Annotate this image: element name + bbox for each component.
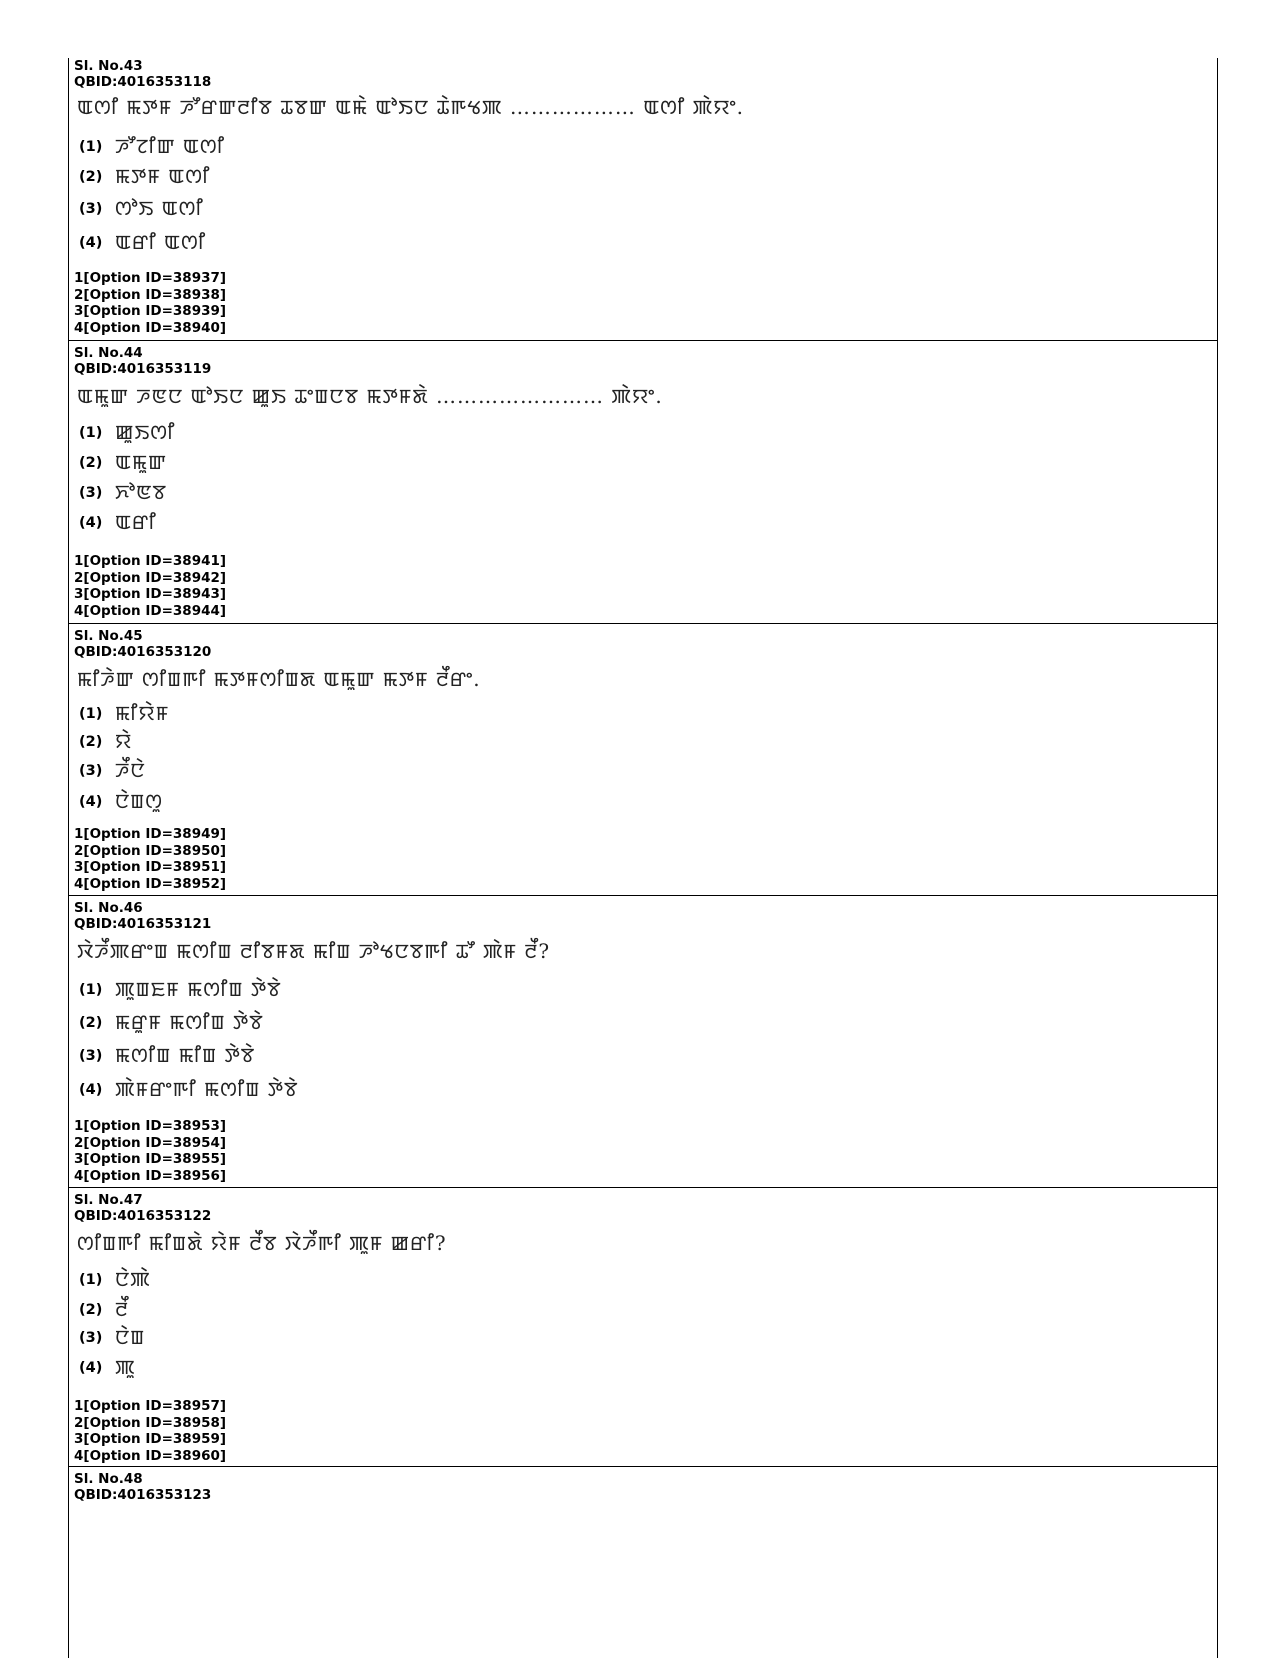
- qbid: QBID:4016353118: [74, 74, 212, 90]
- option-text: ꯑꯃꯨꯛ: [115, 450, 167, 474]
- option-1: (1) ꯃꯤꯌꯥꯝ: [79, 701, 170, 725]
- question-block: [69, 624, 1217, 896]
- option-id: 4[Option ID=38960]: [74, 1447, 227, 1464]
- option-2: (2) ꯃꯔꯨꯝ ꯃꯁꯤꯡ ꯇꯥꯕꯥ: [79, 1010, 264, 1034]
- option-4: (4) ꯅꯥꯡꯁꯨ: [79, 789, 164, 813]
- qbid: QBID:4016353122: [74, 1208, 212, 1224]
- option-text: ꯂꯩ: [115, 1297, 129, 1321]
- serial-number: Sl. No.43: [74, 58, 143, 74]
- option-id: 2[Option ID=38958]: [74, 1414, 227, 1431]
- option-4: (4) ꯑꯔꯤ ꯑꯁꯤ: [79, 230, 207, 254]
- option-id: 4[Option ID=38940]: [74, 319, 227, 336]
- option-id: 1[Option ID=38957]: [74, 1398, 227, 1414]
- option-id: 2[Option ID=38942]: [74, 569, 227, 586]
- option-1: (1) ꯅꯥꯄꯥ: [79, 1267, 151, 1291]
- option-id: 2[Option ID=38954]: [74, 1134, 227, 1151]
- serial-number: Sl. No.44: [74, 345, 143, 361]
- option-3: (3) ꯁꯣꯏ ꯑꯁꯤ: [79, 196, 204, 220]
- option-4: (4) ꯄꯨ: [79, 1355, 136, 1379]
- option-4: (4) ꯄꯥꯝꯔꯦꯒꯤ ꯃꯁꯤꯡ ꯇꯥꯕꯥ: [79, 1077, 299, 1101]
- question-text: ꯑꯃꯨꯛ ꯍꯟꯅ ꯑꯣꯏꯅ ꯀꯨꯏ ꯊꯦꯡꯅꯕ ꯃꯇꯝꯗꯥ …………………… ꯄꯥꯌꯦ.: [77, 384, 663, 408]
- option-id-list: [74, 270, 226, 336]
- option-text: ꯄꯨꯡꯐꯝ ꯃꯁꯤꯡ ꯇꯥꯕꯥ: [115, 977, 282, 1001]
- question-block: [69, 1188, 1217, 1467]
- option-id: 3[Option ID=38959]: [74, 1431, 227, 1447]
- question-block: [69, 58, 1217, 341]
- question-text: ꯑꯁꯤ ꯃꯇꯝ ꯍꯧꯔꯛꯂꯤꯕ ꯊꯕꯛ ꯑꯃꯥ ꯑꯣꯏꯅ ꯊꯥꯒꯠꯄ ……………… ꯑꯁꯤ ꯄꯥꯌꯦ.: [77, 95, 745, 119]
- serial-number: Sl. No.46: [74, 900, 143, 916]
- option-id: 4[Option ID=38952]: [74, 875, 227, 892]
- option-1: (1) ꯍꯧꯖꯤꯛ ꯑꯁꯤ: [79, 134, 225, 158]
- serial-number: Sl. No.47: [74, 1192, 143, 1208]
- option-id: 3[Option ID=38943]: [74, 586, 227, 602]
- question-text: ꯁꯤꯡꯒꯤ ꯃꯤꯡꯗꯥ ꯌꯥꯝ ꯂꯩꯕ ꯋꯥꯍꯩꯒꯤ ꯄꯨꯝ ꯀꯔꯤ?: [77, 1231, 447, 1255]
- option-id: 1[Option ID=38949]: [74, 826, 227, 842]
- option-3: (3) ꯃꯁꯤꯡ ꯃꯤꯡ ꯇꯥꯕꯥ: [79, 1043, 256, 1067]
- option-text: ꯄꯥꯝꯔꯦꯒꯤ ꯃꯁꯤꯡ ꯇꯥꯕꯥ: [115, 1077, 299, 1101]
- option-2: (2) ꯂꯩ: [79, 1297, 129, 1321]
- option-text: ꯅꯥꯡꯁꯨ: [115, 789, 164, 813]
- option-text: ꯈꯣꯟꯕ: [115, 480, 167, 504]
- option-text: ꯃꯇꯝ ꯑꯁꯤ: [115, 164, 211, 188]
- option-text: ꯅꯥꯡ: [115, 1325, 146, 1349]
- question-paper-frame: [68, 58, 1218, 1658]
- option-text: ꯃꯔꯨꯝ ꯃꯁꯤꯡ ꯇꯥꯕꯥ: [115, 1010, 264, 1034]
- option-text: ꯍꯧꯖꯤꯛ ꯑꯁꯤ: [115, 134, 225, 158]
- option-text: ꯁꯣꯏ ꯑꯁꯤ: [115, 196, 204, 220]
- option-id: 2[Option ID=38938]: [74, 286, 227, 303]
- option-text: ꯃꯤꯌꯥꯝ: [115, 701, 170, 725]
- option-id: 2[Option ID=38950]: [74, 842, 227, 859]
- option-text: ꯅꯥꯄꯥ: [115, 1267, 151, 1291]
- option-text: ꯃꯁꯤꯡ ꯃꯤꯡ ꯇꯥꯕꯥ: [115, 1043, 256, 1067]
- option-text: ꯑꯔꯤ ꯑꯁꯤ: [115, 230, 207, 254]
- option-text: ꯄꯨ: [115, 1355, 136, 1379]
- qbid: QBID:4016353120: [74, 644, 212, 660]
- qbid: QBID:4016353119: [74, 361, 212, 377]
- option-text: ꯀꯨꯏꯁꯤ: [115, 420, 176, 444]
- option-id: 1[Option ID=38937]: [74, 270, 227, 286]
- option-text: ꯌꯥ: [115, 729, 133, 753]
- qbid: QBID:4016353121: [74, 916, 212, 932]
- option-id: 1[Option ID=38941]: [74, 553, 227, 569]
- option-id: 3[Option ID=38955]: [74, 1151, 227, 1167]
- option-id-list: [74, 553, 226, 619]
- option-4: (4) ꯑꯔꯤ: [79, 510, 157, 534]
- option-id: 4[Option ID=38944]: [74, 602, 227, 619]
- option-1: (1) ꯀꯨꯏꯁꯤ: [79, 420, 176, 444]
- option-text: ꯍꯩꯅꯥ: [115, 758, 146, 782]
- serial-number: Sl. No.48: [74, 1471, 143, 1487]
- question-block: [69, 1467, 1217, 1557]
- option-3: (3) ꯅꯥꯡ: [79, 1325, 146, 1349]
- option-2: (2) ꯑꯃꯨꯛ: [79, 450, 167, 474]
- option-id: 3[Option ID=38951]: [74, 859, 227, 875]
- option-id-list: [74, 1398, 226, 1464]
- question-block: [69, 341, 1217, 624]
- question-text: ꯋꯥꯍꯩꯄꯔꯦꯡ ꯃꯁꯤꯡ ꯂꯤꯕꯝꯗ ꯃꯤꯡ ꯍꯣꯠꯅꯕꯒꯤ ꯊꯧ ꯄꯥꯝ ꯂꯩ?: [77, 939, 551, 963]
- qbid: QBID:4016353123: [74, 1487, 212, 1503]
- option-id: 3[Option ID=38939]: [74, 303, 227, 319]
- option-id: 1[Option ID=38953]: [74, 1118, 227, 1134]
- question-text: ꯃꯤꯍꯥꯛ ꯁꯤꯡꯒꯤ ꯃꯇꯝꯁꯤꯡꯗ ꯑꯃꯨꯛ ꯃꯇꯝ ꯂꯩꯔꯦ.: [77, 667, 481, 691]
- option-id-list: [74, 826, 226, 892]
- option-2: (2) ꯃꯇꯝ ꯑꯁꯤ: [79, 164, 211, 188]
- option-text: ꯑꯔꯤ: [115, 510, 157, 534]
- option-2: (2) ꯌꯥ: [79, 729, 133, 753]
- option-id: 4[Option ID=38956]: [74, 1167, 227, 1184]
- option-id-list: [74, 1118, 226, 1184]
- option-3: (3) ꯍꯩꯅꯥ: [79, 758, 146, 782]
- serial-number: Sl. No.45: [74, 628, 143, 644]
- question-block: [69, 896, 1217, 1188]
- option-1: (1) ꯄꯨꯡꯐꯝ ꯃꯁꯤꯡ ꯇꯥꯕꯥ: [79, 977, 282, 1001]
- option-3: (3) ꯈꯣꯟꯕ: [79, 480, 167, 504]
